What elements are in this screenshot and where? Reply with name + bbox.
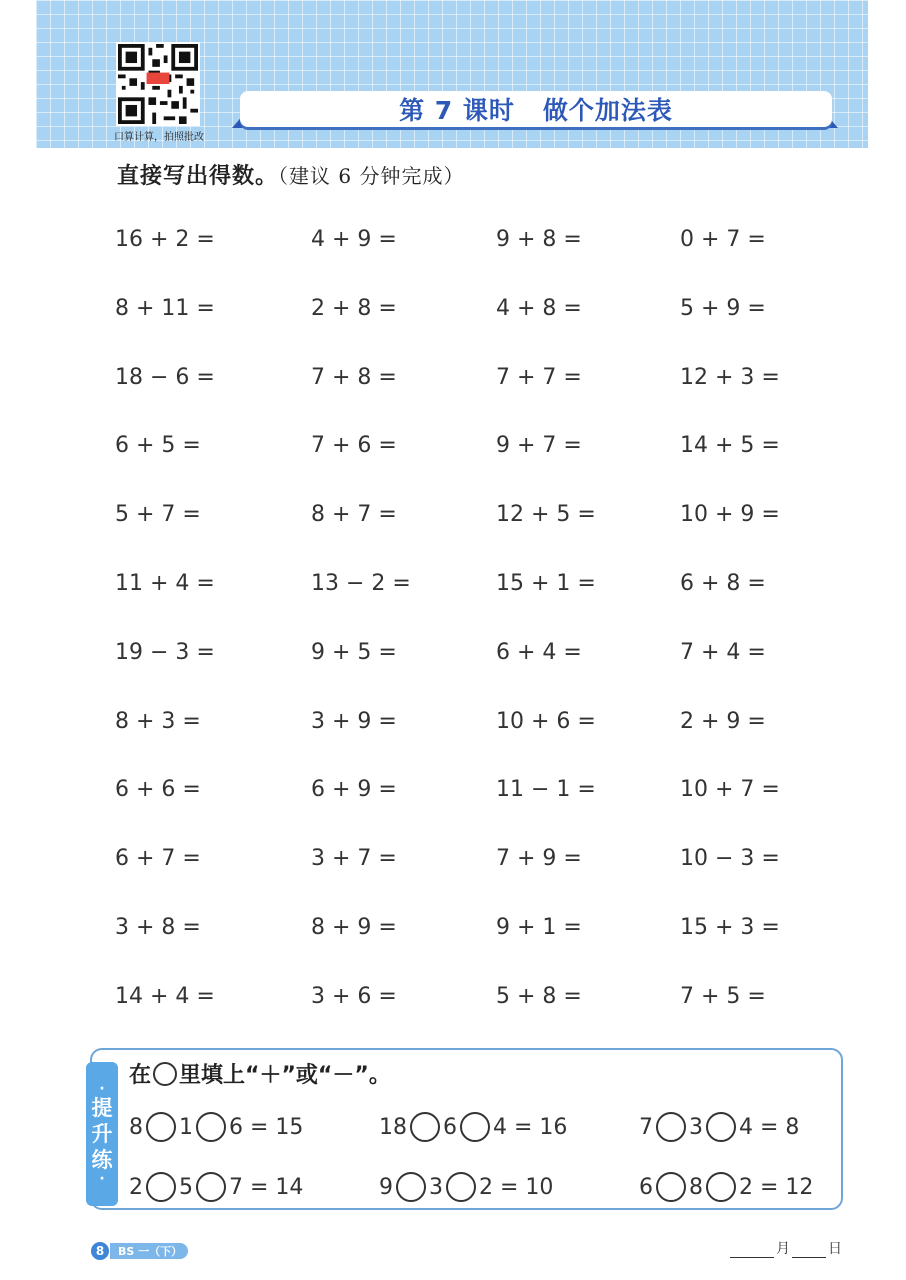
problem-item: 8 + 3 = (115, 709, 201, 734)
equation-term: 7 (639, 1114, 653, 1140)
fill-sign-equation (379, 1172, 553, 1202)
problem-item: 4 + 8 = (496, 296, 582, 321)
equation-term: 3 (689, 1114, 703, 1140)
answer-circle[interactable] (706, 1172, 736, 1202)
instruction-hint: （建议 6 分钟完成） (278, 164, 465, 188)
problem-item: 10 + 6 = (496, 709, 596, 734)
date-line (728, 1238, 842, 1258)
problem-item: 7 + 8 = (311, 365, 397, 390)
problem-item: 8 + 7 = (311, 502, 397, 527)
problem-item: 5 + 7 = (115, 502, 201, 527)
problem-item: 9 + 5 = (311, 640, 397, 665)
equation-term: 4 = 8 (739, 1114, 800, 1140)
page-number: 8 (91, 1242, 109, 1260)
problem-item: 6 + 5 = (115, 433, 201, 458)
answer-circle[interactable] (146, 1172, 176, 1202)
answer-circle[interactable] (410, 1112, 440, 1142)
problem-item: 5 + 9 = (680, 296, 766, 321)
practice-tab (86, 1062, 118, 1206)
problem-item: 3 + 7 = (311, 846, 397, 871)
problem-item: 6 + 9 = (311, 777, 397, 802)
equation-term: 4 = 16 (493, 1114, 568, 1140)
equation-term: 3 (429, 1174, 443, 1200)
instruction-main: 直接写出得数。 (117, 164, 279, 189)
problem-item: 5 + 8 = (496, 984, 582, 1009)
answer-circle[interactable] (196, 1112, 226, 1142)
equation-term: 6 = 15 (229, 1114, 304, 1140)
month-blank[interactable] (730, 1242, 774, 1258)
problem-item: 8 + 11 = (115, 296, 215, 321)
tab-char: 提 (91, 1096, 113, 1120)
equation-term: 1 (179, 1114, 193, 1140)
equation-term: 2 = 12 (739, 1174, 814, 1200)
day-blank[interactable] (792, 1242, 826, 1258)
answer-circle[interactable] (196, 1172, 226, 1202)
problem-item: 12 + 3 = (680, 365, 780, 390)
problem-item: 10 + 7 = (680, 777, 780, 802)
problem-item: 6 + 6 = (115, 777, 201, 802)
problem-item: 7 + 4 = (680, 640, 766, 665)
equation-term: 6 (443, 1114, 457, 1140)
problem-item: 6 + 8 = (680, 571, 766, 596)
problem-item: 16 + 2 = (115, 227, 215, 252)
problem-item: 10 − 3 = (680, 846, 780, 871)
problem-item: 19 − 3 = (115, 640, 215, 665)
problem-item: 11 + 4 = (115, 571, 215, 596)
answer-circle[interactable] (656, 1112, 686, 1142)
problem-item: 3 + 6 = (311, 984, 397, 1009)
fill-sign-equation (379, 1112, 567, 1142)
circle-icon (153, 1062, 177, 1086)
lesson-number: 第 7 课时 (399, 96, 515, 125)
problem-item: 2 + 8 = (311, 296, 397, 321)
problem-item: 3 + 8 = (115, 915, 201, 940)
problem-item: 13 − 2 = (311, 571, 411, 596)
problem-item: 3 + 9 = (311, 709, 397, 734)
lesson-title: 做个加法表 (542, 96, 673, 125)
tab-dot: · (99, 1171, 105, 1187)
problem-item: 14 + 5 = (680, 433, 780, 458)
fill-sign-equation (129, 1172, 303, 1202)
problem-item: 8 + 9 = (311, 915, 397, 940)
equation-term: 2 = 10 (479, 1174, 554, 1200)
practice-title (129, 1058, 391, 1089)
grade-tag: BS 一（下） (110, 1243, 188, 1259)
problem-item: 18 − 6 = (115, 365, 215, 390)
answer-circle[interactable] (396, 1172, 426, 1202)
tab-char: 练 (91, 1148, 113, 1172)
problem-item: 7 + 6 = (311, 433, 397, 458)
problem-item: 14 + 4 = (115, 984, 215, 1009)
equation-term: 8 (689, 1174, 703, 1200)
problem-item: 6 + 7 = (115, 846, 201, 871)
fill-sign-equation (639, 1112, 799, 1142)
problem-item: 12 + 5 = (496, 502, 596, 527)
answer-circle[interactable] (656, 1172, 686, 1202)
qr-caption: 口算计算，拍照批改 (114, 132, 204, 143)
equation-term: 5 (179, 1174, 193, 1200)
problem-item: 7 + 5 = (680, 984, 766, 1009)
problem-item: 6 + 4 = (496, 640, 582, 665)
answer-circle[interactable] (446, 1172, 476, 1202)
problem-item: 7 + 9 = (496, 846, 582, 871)
problem-item: 15 + 3 = (680, 915, 780, 940)
practice-title-before: 在 (129, 1063, 152, 1088)
problem-item: 0 + 7 = (680, 227, 766, 252)
problem-item: 4 + 9 = (311, 227, 397, 252)
practice-title-after: 里填上“＋”或“－”。 (179, 1063, 391, 1088)
tab-dot: · (99, 1081, 105, 1097)
month-label: 月 (776, 1241, 790, 1257)
problem-item: 2 + 9 = (680, 709, 766, 734)
day-label: 日 (828, 1241, 842, 1257)
equation-term: 18 (379, 1114, 407, 1140)
problem-item: 15 + 1 = (496, 571, 596, 596)
fill-sign-equation (639, 1172, 813, 1202)
equation-term: 7 = 14 (229, 1174, 304, 1200)
problem-item: 11 − 1 = (496, 777, 596, 802)
problem-item: 9 + 8 = (496, 227, 582, 252)
problem-item: 9 + 7 = (496, 433, 582, 458)
problem-item: 10 + 9 = (680, 502, 780, 527)
equation-term: 2 (129, 1174, 143, 1200)
equation-term: 6 (639, 1174, 653, 1200)
equation-term: 9 (379, 1174, 393, 1200)
answer-circle[interactable] (460, 1112, 490, 1142)
equation-term: 8 (129, 1114, 143, 1140)
fill-sign-equation (129, 1112, 303, 1142)
answer-circle[interactable] (706, 1112, 736, 1142)
problem-item: 9 + 1 = (496, 915, 582, 940)
answer-circle[interactable] (146, 1112, 176, 1142)
tab-char: 升 (91, 1122, 113, 1146)
problem-item: 7 + 7 = (496, 365, 582, 390)
